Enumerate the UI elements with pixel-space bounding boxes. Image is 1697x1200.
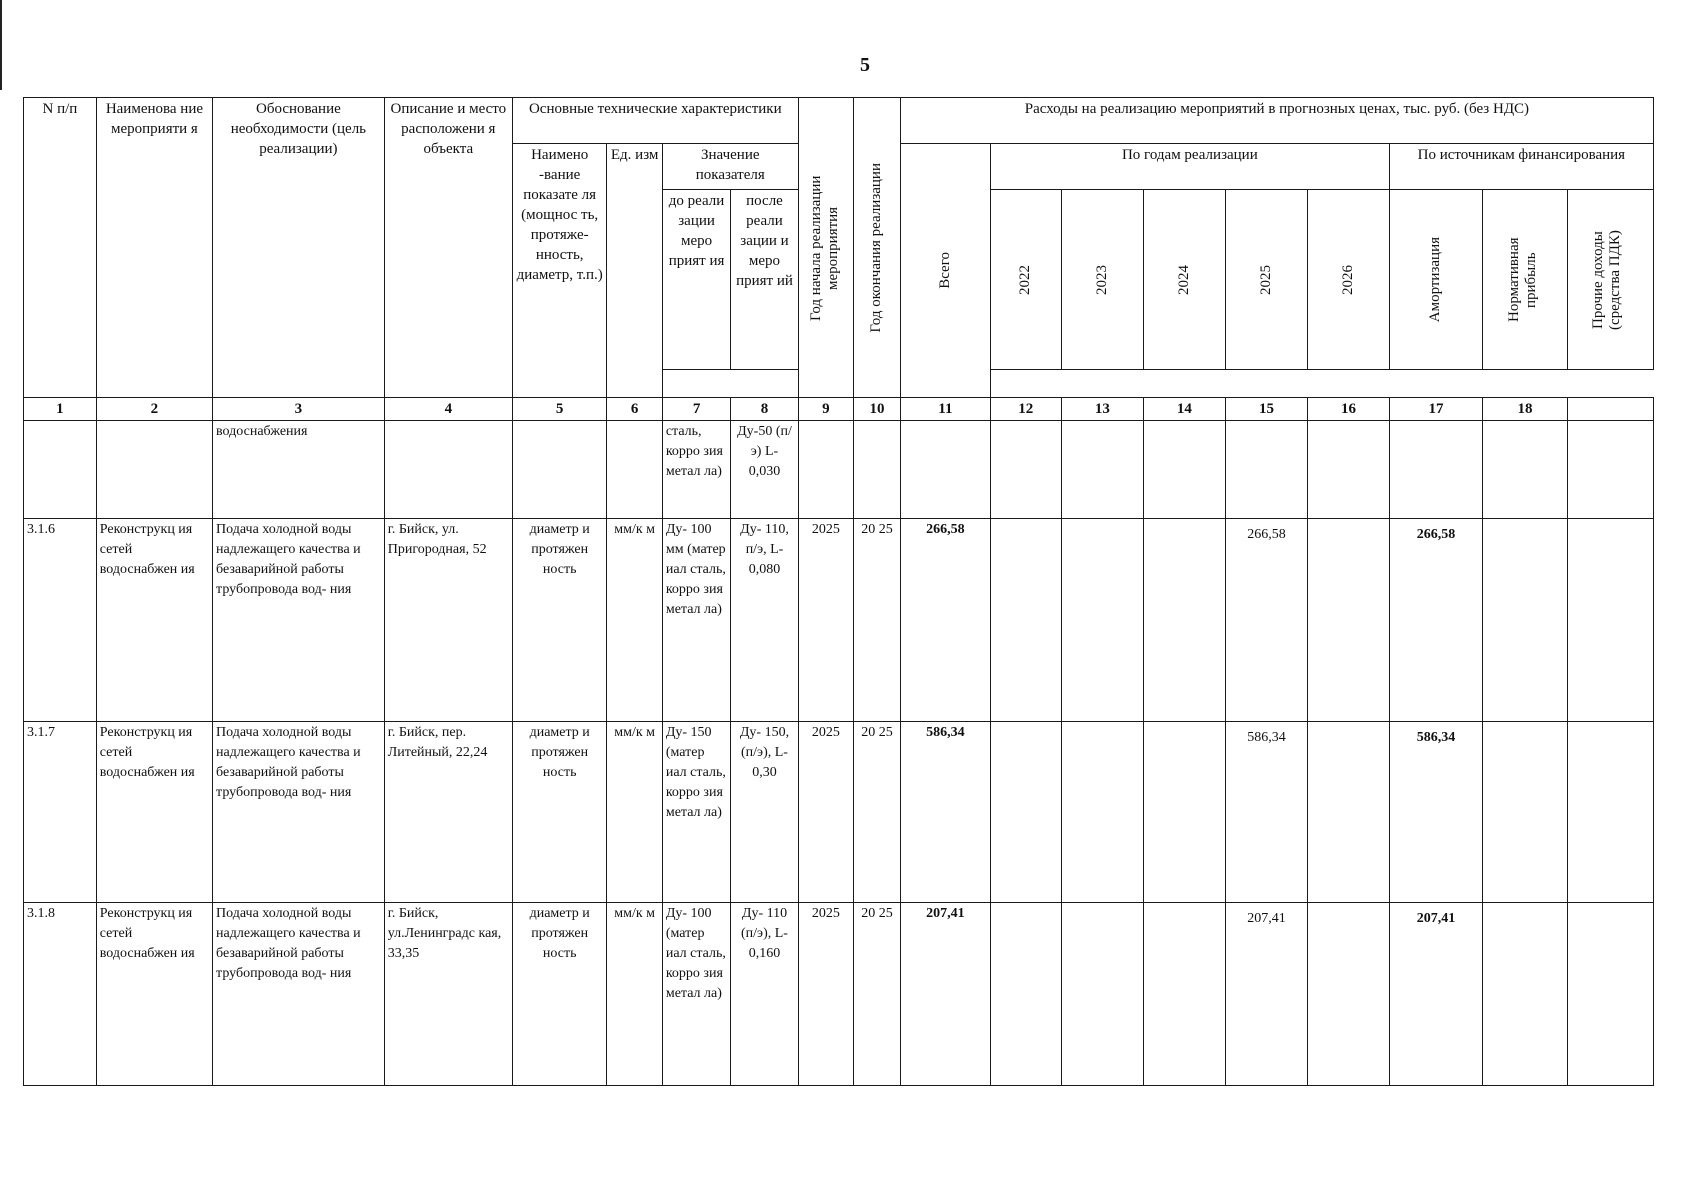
cell-reason: Подача холодной воды надлежащего качества и безаварийной работы трубопровода вод- ния bbox=[213, 903, 385, 1086]
header-year-2022: 2022 bbox=[990, 190, 1061, 370]
col-num: 17 bbox=[1389, 398, 1482, 421]
header-location: Описание и место расположени я объекта bbox=[384, 98, 512, 398]
col-num: 5 bbox=[512, 398, 607, 421]
header-amortization: Амортизация bbox=[1389, 190, 1482, 370]
col-num: 10 bbox=[854, 398, 901, 421]
cell-reason: Подача холодной воды надлежащего качества и безаварийной работы трубопровода вод- ния bbox=[213, 722, 385, 903]
header-end-year: Год окончания реализации bbox=[854, 98, 901, 398]
cell-other bbox=[1567, 722, 1653, 903]
header-indicator: Наимено -вание показате ля (мощнос ть, протяже- нность, диаметр, т.п.) bbox=[512, 144, 607, 398]
header-reason: Обоснование необходимости (цель реализации) bbox=[213, 98, 385, 398]
cell-amortization: 207,41 bbox=[1389, 903, 1482, 1086]
col-num: 8 bbox=[731, 398, 798, 421]
cell-2022 bbox=[990, 903, 1061, 1086]
cell-unit: мм/к м bbox=[607, 903, 662, 1086]
cell-n: 3.1.8 bbox=[24, 903, 97, 1086]
cell-end-year: 20 25 bbox=[854, 903, 901, 1086]
cell-total: 207,41 bbox=[900, 903, 990, 1086]
col-num: 6 bbox=[607, 398, 662, 421]
cell-profit bbox=[1483, 519, 1568, 722]
col-num: 11 bbox=[900, 398, 990, 421]
cell-2026 bbox=[1308, 903, 1389, 1086]
cell-amortization: 266,58 bbox=[1389, 519, 1482, 722]
cell-2024 bbox=[1144, 722, 1225, 903]
header-expenses-group: Расходы на реализацию мероприятий в прогнозных ценах, тыс. руб. (без НДС) bbox=[900, 98, 1653, 144]
cell-unit: мм/к м bbox=[607, 722, 662, 903]
cell-2023 bbox=[1061, 903, 1144, 1086]
cell-reason: Подача холодной воды надлежащего качества и безаварийной работы трубопровода вод- ния bbox=[213, 519, 385, 722]
col-num: 1 bbox=[24, 398, 97, 421]
cell-name: Реконструкц ия сетей водоснабжен ия bbox=[96, 519, 212, 722]
page-edge-line bbox=[0, 0, 2, 90]
col-num bbox=[1567, 398, 1653, 421]
cell-2026 bbox=[1308, 519, 1389, 722]
table-row-continuation bbox=[24, 421, 1654, 519]
header-year-2024: 2024 bbox=[1144, 190, 1225, 370]
investment-program-table bbox=[23, 97, 1654, 1086]
cell-reason: водоснабжения bbox=[213, 421, 385, 519]
cell-end-year: 20 25 bbox=[854, 722, 901, 903]
cell-2022 bbox=[990, 722, 1061, 903]
col-num: 16 bbox=[1308, 398, 1389, 421]
cell-after: Ду-50 (п/э) L- 0,030 bbox=[731, 421, 798, 519]
header-total: Всего bbox=[900, 144, 990, 398]
cell-total: 586,34 bbox=[900, 722, 990, 903]
cell-2023 bbox=[1061, 519, 1144, 722]
header-value-group: Значение показателя bbox=[662, 144, 798, 190]
cell-n: 3.1.6 bbox=[24, 519, 97, 722]
header-year-2026: 2026 bbox=[1308, 190, 1389, 370]
cell-2023 bbox=[1061, 722, 1144, 903]
cell-location: г. Бийск, ул.Ленинградс кая, 33,35 bbox=[384, 903, 512, 1086]
cell-2024 bbox=[1144, 903, 1225, 1086]
col-num: 7 bbox=[662, 398, 730, 421]
header-start-year: Год начала реализации мероприятия bbox=[798, 98, 853, 398]
cell-other bbox=[1567, 903, 1653, 1086]
cell-start-year: 2025 bbox=[798, 722, 853, 903]
cell-after: Ду- 110 (п/э), L- 0,160 bbox=[731, 903, 798, 1086]
header-year-2023: 2023 bbox=[1061, 190, 1144, 370]
cell-amortization: 586,34 bbox=[1389, 722, 1482, 903]
cell-indicator: диаметр и протяжен ность bbox=[512, 519, 607, 722]
col-num: 3 bbox=[213, 398, 385, 421]
table-row bbox=[24, 903, 1654, 1086]
header-n: N п/п bbox=[24, 98, 97, 398]
table-row bbox=[24, 722, 1654, 903]
header-normative-profit: Нормативная прибыль bbox=[1483, 190, 1568, 370]
cell-before: сталь, корро зия метал ла) bbox=[662, 421, 730, 519]
cell-2026 bbox=[1308, 722, 1389, 903]
cell-total: 266,58 bbox=[900, 519, 990, 722]
cell-2025: 207,41 bbox=[1225, 903, 1308, 1086]
col-num: 9 bbox=[798, 398, 853, 421]
cell-name: Реконструкц ия сетей водоснабжен ия bbox=[96, 722, 212, 903]
col-num: 2 bbox=[96, 398, 212, 421]
header-after: после реали зации и меро прият ий bbox=[731, 190, 798, 370]
column-number-row bbox=[24, 398, 1654, 421]
cell-after: Ду- 150, (п/э), L-0,30 bbox=[731, 722, 798, 903]
col-num: 13 bbox=[1061, 398, 1144, 421]
cell-n: 3.1.7 bbox=[24, 722, 97, 903]
cell-name: Реконструкц ия сетей водоснабжен ия bbox=[96, 903, 212, 1086]
cell-indicator: диаметр и протяжен ность bbox=[512, 722, 607, 903]
cell-before: Ду- 100 (матер иал сталь, корро зия метал ла) bbox=[662, 903, 730, 1086]
page-number: 5 bbox=[860, 54, 870, 76]
cell-indicator: диаметр и протяжен ность bbox=[512, 903, 607, 1086]
cell-start-year: 2025 bbox=[798, 519, 853, 722]
cell-profit bbox=[1483, 903, 1568, 1086]
header-unit: Ед. изм bbox=[607, 144, 662, 398]
cell-location: г. Бийск, пер. Литейный, 22,24 bbox=[384, 722, 512, 903]
cell-unit: мм/к м bbox=[607, 519, 662, 722]
cell-location: г. Бийск, ул. Пригородная, 52 bbox=[384, 519, 512, 722]
header-tech-group: Основные технические характеристики bbox=[512, 98, 798, 144]
cell-2025: 586,34 bbox=[1225, 722, 1308, 903]
cell-profit bbox=[1483, 722, 1568, 903]
header-sources-group: По источникам финансирования bbox=[1389, 144, 1653, 190]
col-num: 14 bbox=[1144, 398, 1225, 421]
cell-other bbox=[1567, 519, 1653, 722]
header-before: до реали зации меро прият ия bbox=[662, 190, 730, 370]
col-num: 18 bbox=[1483, 398, 1568, 421]
cell-after: Ду- 110, п/э, L- 0,080 bbox=[731, 519, 798, 722]
cell-2024 bbox=[1144, 519, 1225, 722]
col-num: 4 bbox=[384, 398, 512, 421]
cell-2025: 266,58 bbox=[1225, 519, 1308, 722]
col-num: 12 bbox=[990, 398, 1061, 421]
cell-end-year: 20 25 bbox=[854, 519, 901, 722]
cell-before: Ду- 100 мм (матер иал сталь, корро зия метал ла) bbox=[662, 519, 730, 722]
table-row bbox=[24, 519, 1654, 722]
header-other-income: Прочие доходы (средства ПДК) bbox=[1567, 190, 1653, 370]
header-years-group: По годам реализации bbox=[990, 144, 1389, 190]
col-num: 15 bbox=[1225, 398, 1308, 421]
cell-start-year: 2025 bbox=[798, 903, 853, 1086]
cell-before: Ду- 150 (матер иал сталь, корро зия метал ла) bbox=[662, 722, 730, 903]
cell-2022 bbox=[990, 519, 1061, 722]
header-year-2025: 2025 bbox=[1225, 190, 1308, 370]
header-name: Наименова ние мероприяти я bbox=[96, 98, 212, 398]
